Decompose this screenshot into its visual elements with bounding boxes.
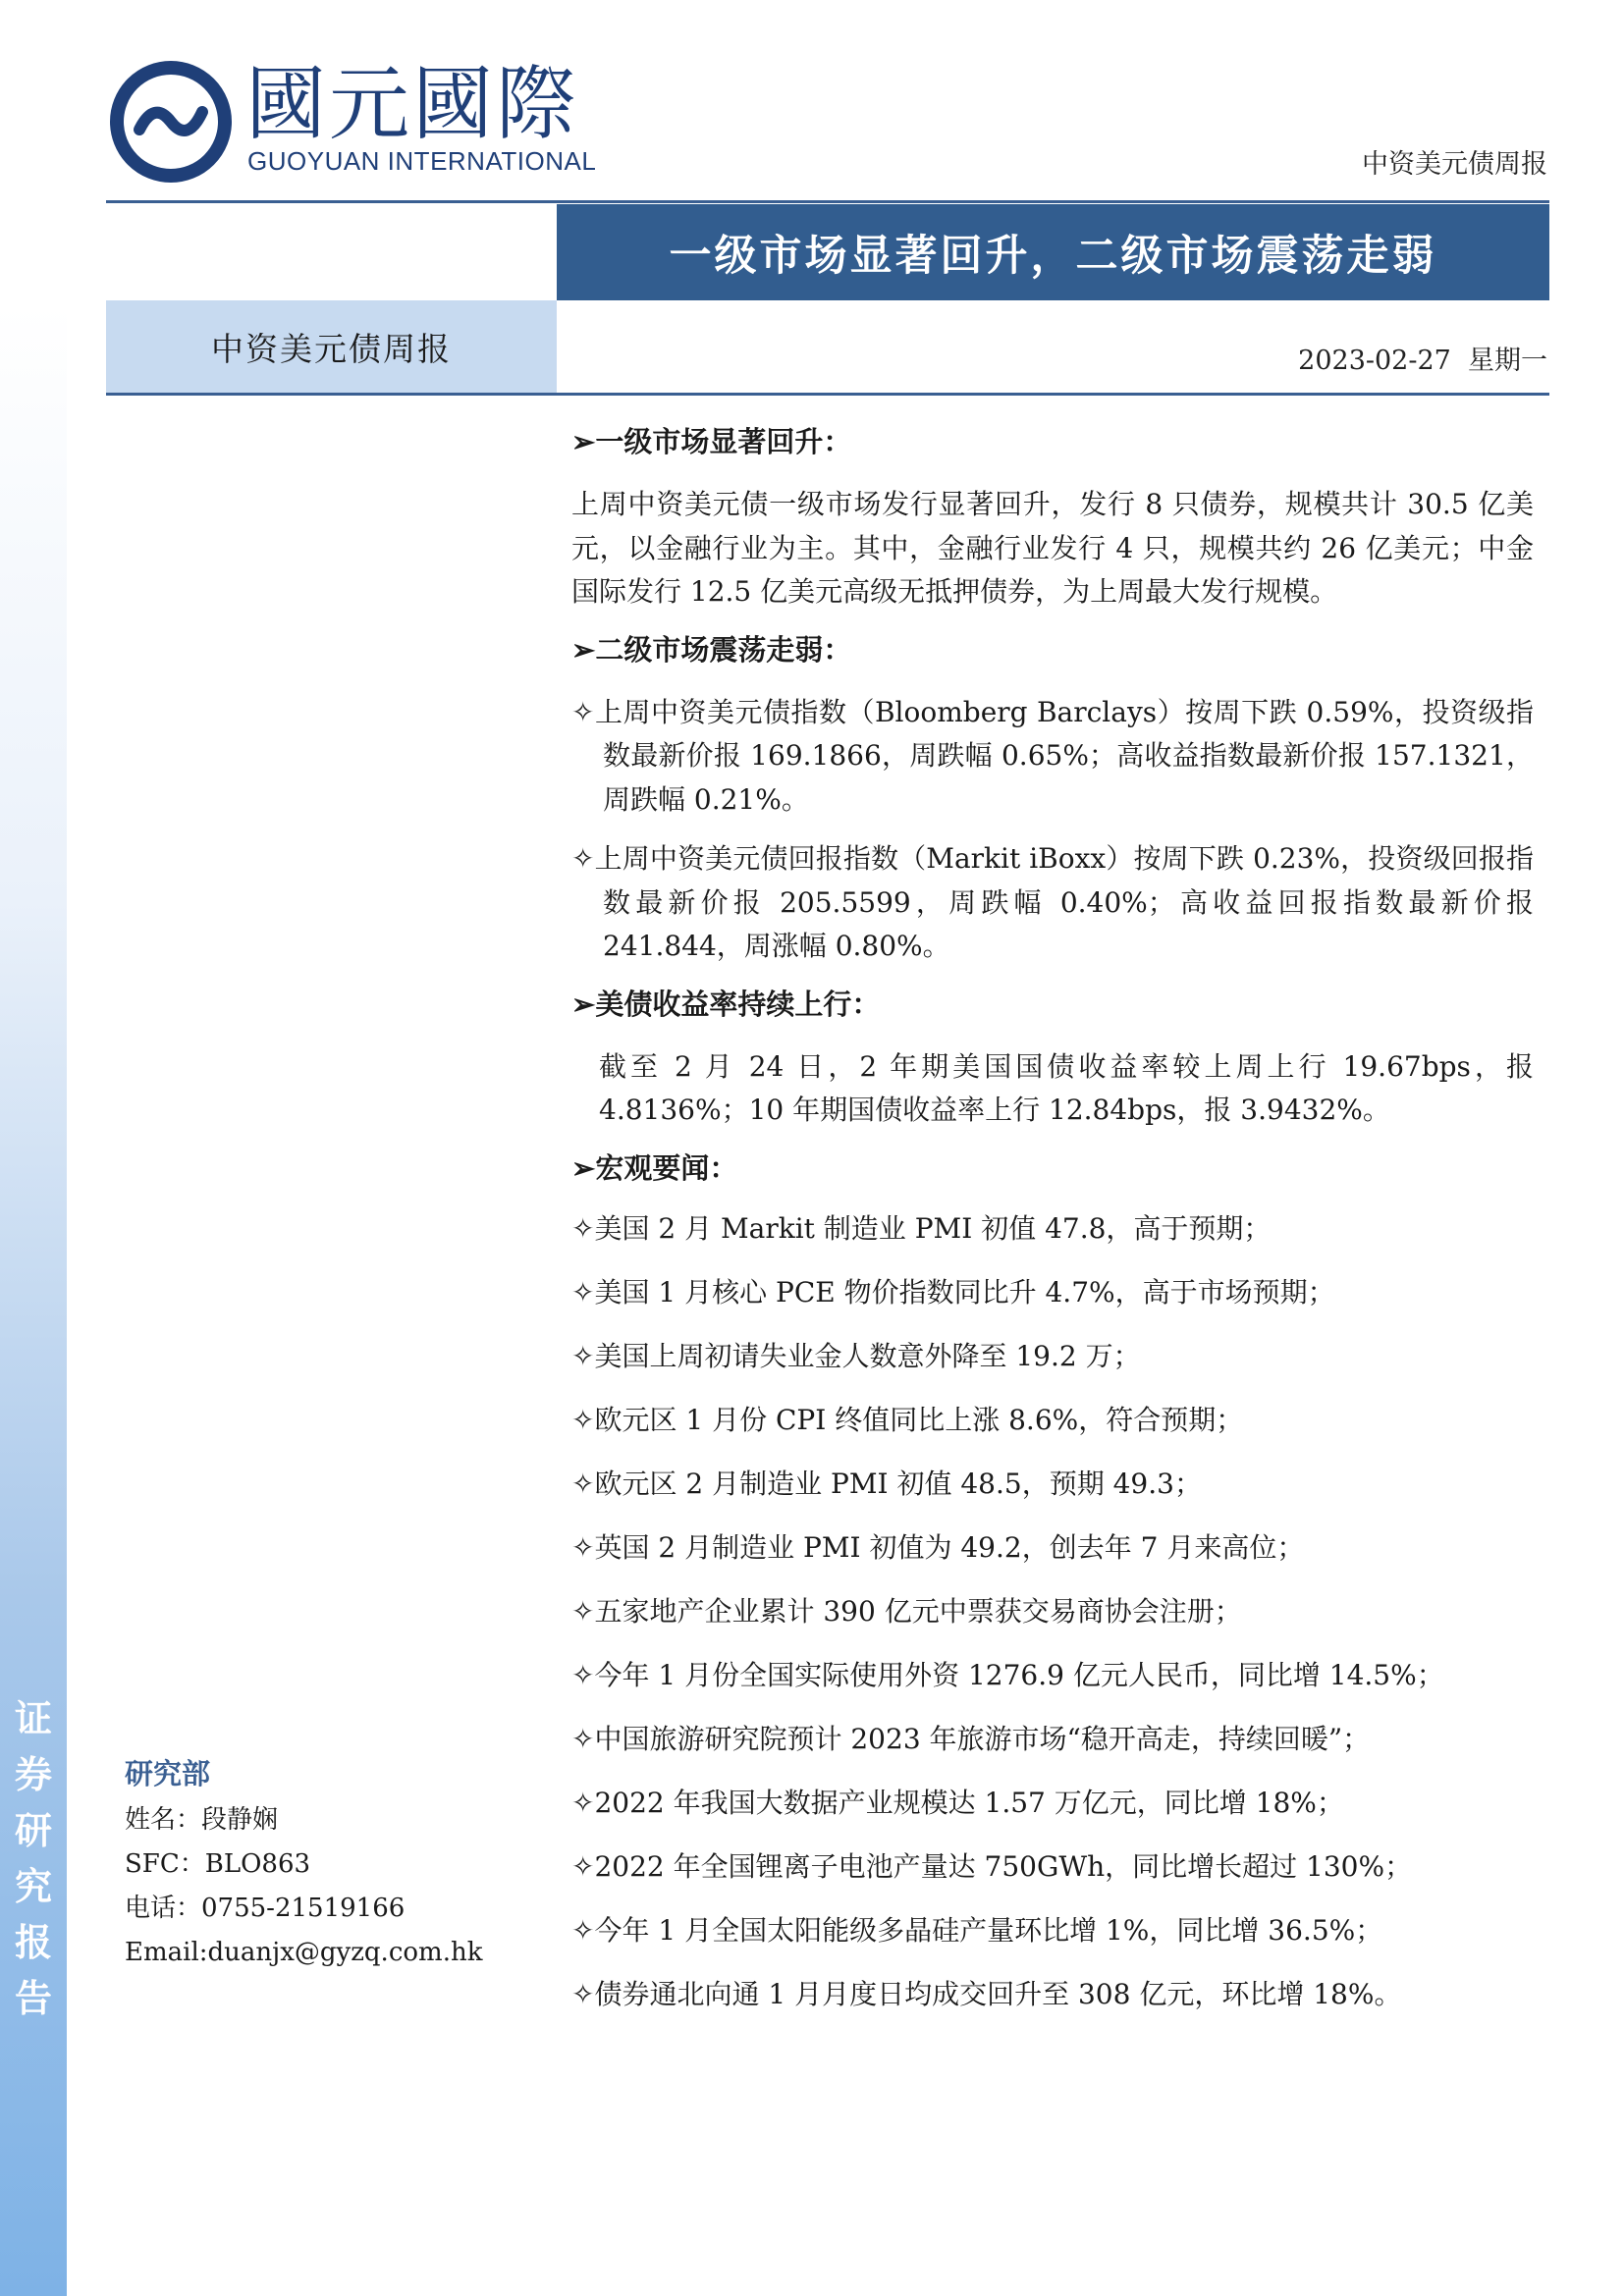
list-item: ✧欧元区 1 月份 CPI 终值同比上涨 8.6%，符合预期； (571, 1403, 1244, 1436)
report-series-label: 中资美元债周报 (1362, 149, 1547, 180)
diamond-star-icon: ✧ (571, 1339, 595, 1372)
logo-english-name: GUOYUAN INTERNATIONAL (247, 146, 597, 176)
title-banner (557, 204, 1549, 300)
analyst-phone: 电话：0755-21519166 (125, 1894, 406, 1923)
sidebar-label-char: 究 (14, 1864, 52, 1908)
sidebar-label-char: 报 (14, 1920, 52, 1964)
diamond-star-icon: ✧ (571, 1403, 595, 1436)
main-content (571, 422, 1534, 2039)
list-item: ✧美国 2 月 Markit 制造业 PMI 初值 47.8，高于预期； (571, 1211, 1272, 1245)
section-heading-macro: ➢宏观要闻： (571, 1150, 738, 1185)
list-item: ✧美国上周初请失业金人数意外降至 19.2 万； (571, 1339, 1141, 1372)
treasury-text: 截至 2 月 24 日，2 年期美国国债收益率较上周上行 19.67bps，报 4.8136%；10 年期国债收益率上行 12.84bps，报 3.9432%。 (599, 1049, 1534, 1126)
secondary-bullet: ✧上周中资美元债回报指数（Markit iBoxx）按周下跌 0.23%，投资级回报指数最新价报 205.5599，周跌幅 0.40%；高收益回报指数最新价报 241.844，周涨幅 0.80%。 (571, 842, 1534, 962)
analyst-email[interactable]: Email:duanjx@gyzq.com.hk (125, 1938, 483, 1967)
report-type: 中资美元债周报 (211, 330, 452, 368)
sidebar-label-char: 证 (14, 1696, 52, 1740)
diamond-star-icon: ✧ (571, 1786, 595, 1819)
diamond-star-icon: ✧ (571, 1594, 595, 1628)
list-item: ✧五家地产企业累计 390 亿元中票获交易商协会注册； (571, 1594, 1242, 1628)
diamond-star-icon: ✧ (571, 1977, 595, 2010)
list-item: ✧中国旅游研究院预计 2023 年旅游市场“稳开高走，持续回暖”； (571, 1722, 1371, 1755)
report-type-box (106, 300, 557, 394)
sidebar-label-char: 研 (14, 1808, 52, 1852)
list-item: ✧今年 1 月份全国实际使用外资 1276.9 亿元人民币，同比增 14.5%； (571, 1658, 1444, 1691)
macro-news-list (571, 1209, 1534, 2014)
diamond-star-icon: ✧ (571, 1467, 595, 1500)
list-item: ✧美国 1 月核心 PCE 物价指数同比升 4.7%，高于市场预期； (571, 1275, 1335, 1308)
report-title: 一级市场显著回升，二级市场震荡走弱 (669, 231, 1437, 281)
diamond-star-icon: ✧ (571, 695, 595, 728)
arrow-right-icon: ➢ (571, 425, 596, 458)
diamond-star-icon: ✧ (571, 1658, 595, 1691)
list-item: ✧债券通北向通 1 月月度日均成交回升至 308 亿元，环比增 18%。 (571, 1977, 1402, 2010)
report-date: 2023-02-27 (1298, 346, 1451, 376)
section-heading-treasury: ➢美债收益率持续上行： (571, 987, 881, 1021)
report-weekday: 星期一 (1468, 346, 1547, 376)
guoyuan-logo-icon (110, 61, 232, 183)
list-item: ✧2022 年全国锂离子电池产量达 750GWh，同比增长超过 130%； (571, 1849, 1413, 1883)
sidebar-label-char: 告 (14, 1976, 52, 2020)
section-heading-secondary: ➢二级市场震荡走弱： (571, 632, 852, 667)
date-divider (106, 393, 1549, 396)
header-divider (106, 200, 1549, 203)
secondary-bullet: ✧上周中资美元债指数（Bloomberg Barclays）按周下跌 0.59%，投资级指数最新价报 169.1866，周跌幅 0.65%；高收益指数最新价报 157.1321，周跌幅 0.21%。 (571, 695, 1534, 816)
diamond-star-icon: ✧ (571, 1849, 595, 1883)
sidebar-label-char: 券 (14, 1752, 52, 1796)
report-date-line (1298, 346, 1547, 377)
diamond-star-icon: ✧ (571, 1530, 595, 1564)
primary-market-text: 上周中资美元债一级市场发行显著回升，发行 8 只债券，规模共计 30.5 亿美元，以金融行业为主。其中，金融行业发行 4 只，规模共约 26 亿美元；中金国际发行 12.5 亿美元高级无抵押债券，为上周最大发行规模。 (571, 488, 1534, 608)
list-item: ✧欧元区 2 月制造业 PMI 初值 48.5，预期 49.3； (571, 1467, 1202, 1500)
analyst-name: 姓名：段静娴 (125, 1805, 279, 1835)
analyst-sfc: SFC：BLO863 (125, 1849, 311, 1879)
diamond-star-icon: ✧ (571, 1275, 595, 1308)
arrow-right-icon: ➢ (571, 1150, 596, 1185)
diamond-star-icon: ✧ (571, 842, 595, 875)
diamond-star-icon: ✧ (571, 1913, 595, 1947)
section-heading-primary: ➢一级市场显著回升： (571, 425, 852, 458)
arrow-right-icon: ➢ (571, 987, 596, 1021)
diamond-star-icon: ✧ (571, 1722, 595, 1755)
sidebar-label (6, 1690, 61, 2026)
research-dept: 研究部 (125, 1757, 211, 1790)
list-item: ✧英国 2 月制造业 PMI 初值为 49.2，创去年 7 月来高位； (571, 1530, 1305, 1564)
arrow-right-icon: ➢ (571, 632, 596, 667)
diamond-star-icon: ✧ (571, 1211, 595, 1245)
research-contact (125, 1753, 482, 1975)
logo-chinese-name: 國元國際 (245, 58, 580, 151)
list-item: ✧今年 1 月全国太阳能级多晶硅产量环比增 1%，同比增 36.5%； (571, 1913, 1383, 1947)
list-item: ✧2022 年我国大数据产业规模达 1.57 万亿元，同比增 18%； (571, 1786, 1344, 1819)
